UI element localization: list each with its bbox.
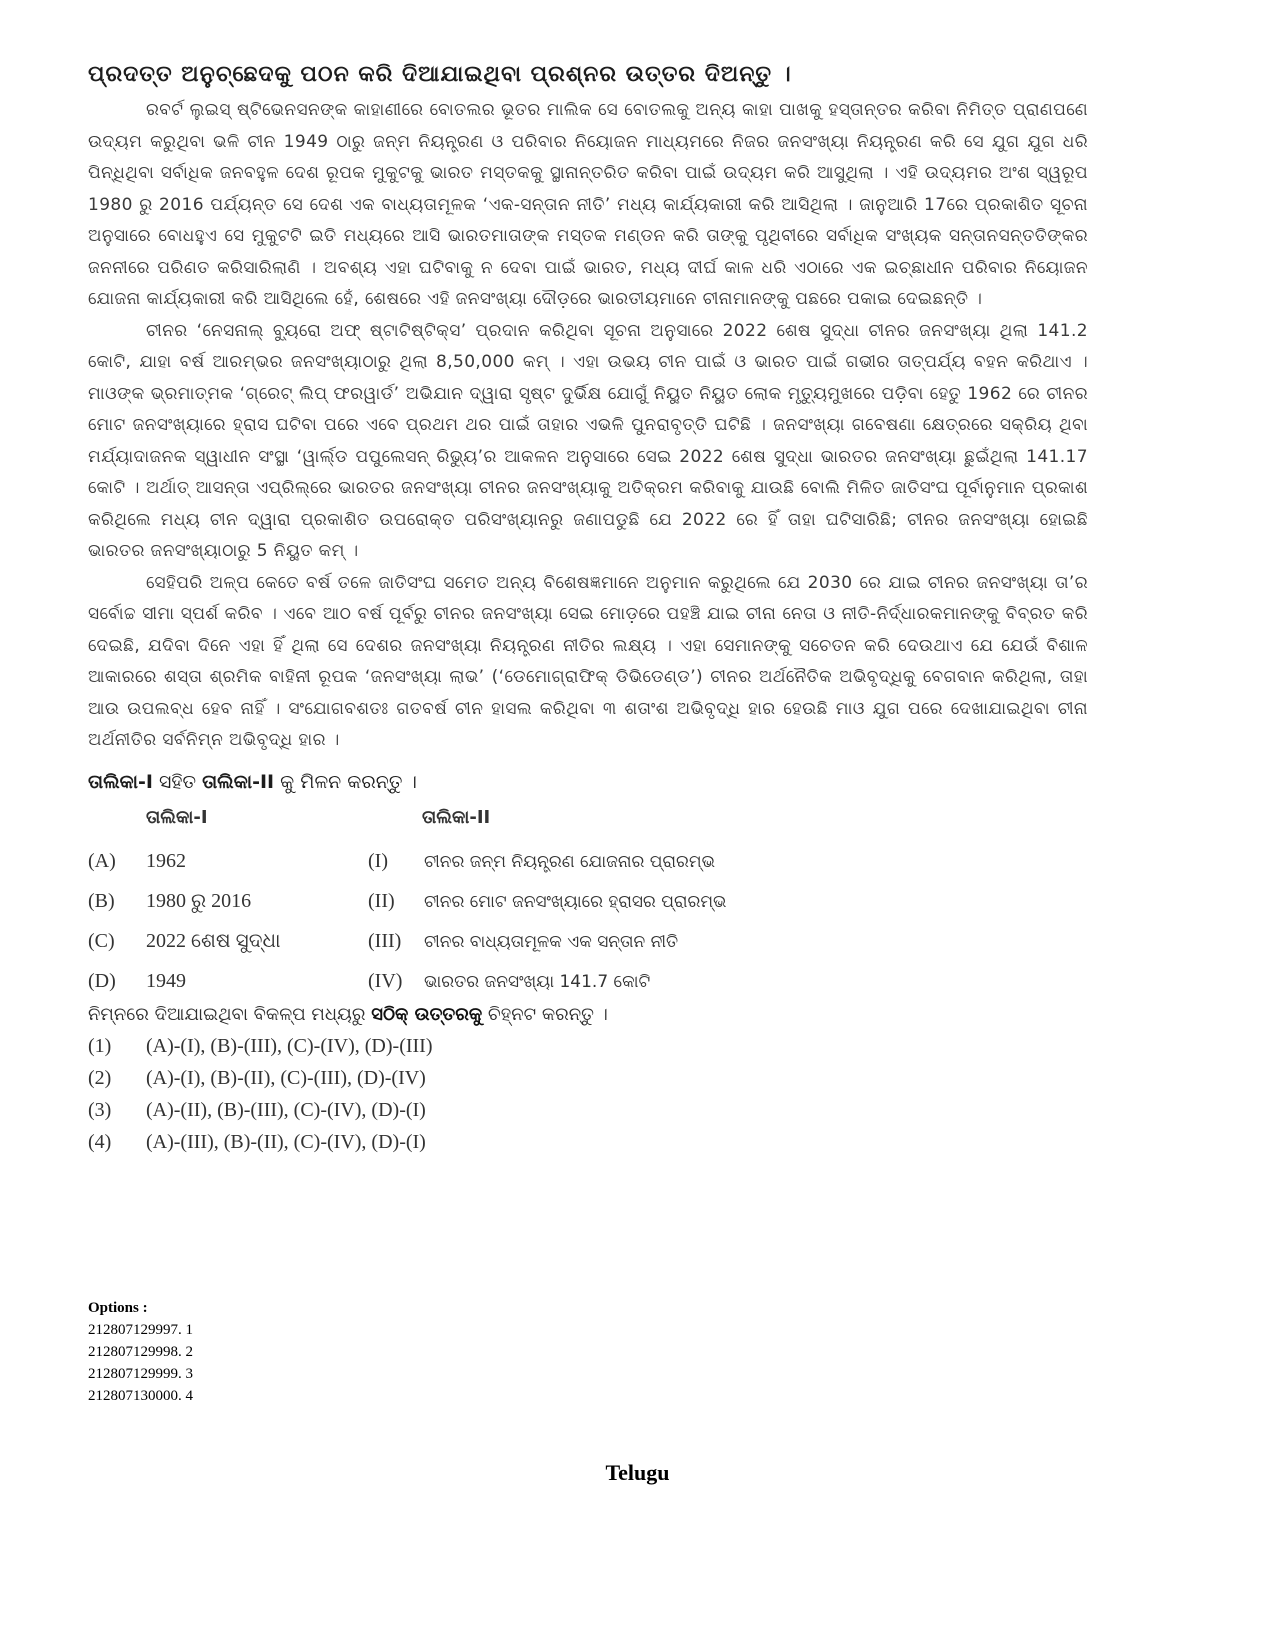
question-scan (88, 62, 1088, 1159)
footer-language: Telugu (605, 1460, 670, 1485)
options-label: Options : (88, 1300, 148, 1316)
question-heading: ପ୍ରଦତ୍ତ ଅନୁଚ୍ଛେଦକୁ ପଠନ କରି ଦିଆଯାଇଥିବା ପ୍ରଶ୍ନର ଉତ୍ତର ଦିଅନ୍ତୁ । (88, 62, 792, 87)
row-right-value: ଚୀନର ମୋଟ ଜନସଂଖ୍ୟାରେ ହ୍ରାସର ପ୍ରାରମ୍ଭ (424, 891, 727, 912)
choice-number: (4) (88, 1131, 112, 1153)
match-tail-text: କୁ ମିଳନ କରନ୍ତୁ । (274, 770, 417, 793)
match-table (88, 807, 1088, 1002)
match-mid-text: ସହିତ (152, 770, 203, 793)
row-roman: (III) (368, 930, 402, 952)
row-right-value: ଭାରତର ଜନସଂଖ୍ୟା 141.7 କୋଟି (424, 971, 651, 992)
match-row-b (88, 882, 1088, 922)
choice-3 (88, 1095, 1088, 1127)
match-table-header (88, 807, 1088, 828)
list2-header: ତାଲିକା-II (422, 806, 491, 828)
choice-number: (3) (88, 1099, 112, 1121)
instruction-bold: ସଠିକ୍ ଉତ୍ତରକୁ (371, 1003, 483, 1025)
row-label: (C) (88, 930, 115, 952)
choose-instruction (88, 1004, 1088, 1025)
choice-number: (2) (88, 1067, 112, 1089)
choice-text: (A)-(I), (B)-(II), (C)-(III), (D)-(IV) (146, 1067, 426, 1089)
choice-text: (A)-(III), (B)-(II), (C)-(IV), (D)-(I) (146, 1131, 426, 1153)
choice-2 (88, 1063, 1088, 1095)
list1-header: ତାଲିକା-I (146, 806, 208, 828)
row-left-value: 1962 (146, 850, 186, 872)
option-item-2[interactable]: 212807129998. 2 (88, 1344, 193, 1360)
choice-4 (88, 1127, 1088, 1159)
row-left-value: 1980 ରୁ 2016 (146, 890, 252, 912)
instruction-post: ଚିହ୍ନଟ କରନ୍ତୁ । (482, 1003, 608, 1025)
row-right-value: ଚୀନର ବାଧ୍ୟତାମୂଳକ ଏକ ସନ୍ତାନ ନୀତି (424, 931, 679, 952)
match-list1-name: ତାଲିକା-I (88, 770, 153, 793)
passage-paragraph-1: ରବର୍ଟ ଲୁଇସ୍ ଷ୍ଟିଭେନସନଙ୍କ କାହାଣୀରେ ବୋତଲର ଭୂତର ମାଲିକ ସେ ବୋତଲକୁ ଅନ୍ୟ କାହା ପାଖକୁ ହସ୍ତାନ୍ତର କରିବା ନିମିତ୍ତ ପ୍ରାଣପଣେ ଉଦ୍ୟମ କରୁଥିବା ଭଳି ଚୀନ 1949 ଠାରୁ ଜନ୍ମ ନିୟନ୍ତ୍ରଣ ଓ ପରିବାର ନିୟୋଜନ ମାଧ୍ୟମରେ ନିଜର ଜନସଂଖ୍ୟା ନିୟନ୍ତ୍ରଣ କରି ସେ ଯୁଗ ଯୁଗ ଧରି ପିନ୍ଧିଥିବା ସର୍ବାଧିକ ଜନବହୁଳ ଦେଶ ରୂପକ ମୁକୁଟକୁ ଭାରତ ମସ୍ତକକୁ ସ୍ଥାନାନ୍ତରିତ କରିବା ପାଇଁ ଉଦ୍ୟମ କରି ଆସୁଥିଲା । ଏହି ଉଦ୍ୟମର ଅଂଶ ସ୍ୱରୂପ 1980 ରୁ 2016 ପର୍ଯ୍ୟନ୍ତ ସେ ଦେଶ ଏକ ବାଧ୍ୟତାମୂଳକ ‘ଏକ-ସନ୍ତାନ ନୀତି’ ମଧ୍ୟ କାର୍ଯ୍ୟକାରୀ କରି ଆସିଥିଲା । ଜାନୁଆରି 17ରେ ପ୍ରକାଶିତ ସୂଚନା ଅନୁସାରେ ବୋଧହୁଏ ସେ ମୁକୁଟଟି ଇତି ମଧ୍ୟରେ ଆସି ଭାରତମାତାଙ୍କ ମସ୍ତକ ମଣ୍ଡନ କରି ତାଙ୍କୁ ପୃଥିବୀରେ ସର୍ବାଧିକ ସଂଖ୍ୟକ ସନ୍ତାନସନ୍ତତିଙ୍କର ଜନନୀରେ ପରିଣତ କରିସାରିଲାଣି । ଅବଶ୍ୟ ଏହା ଘଟିବାକୁ ନ ଦେବା ପାଇଁ ଭାରତ, ମଧ୍ୟ ଦୀର୍ଘ କାଳ ଧରି ଏଠାରେ ଏକ ଇଚ୍ଛାଧୀନ ପରିବାର ନିୟୋଜନ ଯୋଜନା କାର୍ଯ୍ୟକାରୀ କରି ଆସିଥିଲେ ହେଁ, ଶେଷରେ ଏହି ଜନସଂଖ୍ୟା ଦୌଡ଼ରେ ଭାରତୀୟମାନେ ଚୀନାମାନଙ୍କୁ ପଛରେ ପକାଇ ଦେଇଛନ୍ତି । (88, 100, 1088, 309)
row-roman: (I) (368, 850, 388, 872)
instruction-pre: ନିମ୍ନରେ ଦିଆଯାଇଥିବା ବିକଳ୍ପ ମଧ୍ୟରୁ (88, 1003, 372, 1025)
match-list2-name: ତାଲିକା-II (202, 770, 275, 793)
match-row-d (88, 962, 1088, 1002)
row-label: (A) (88, 850, 116, 872)
row-left-value: 2022 ଶେଷ ସୁଦ୍ଧା (146, 930, 281, 952)
match-row-c (88, 922, 1088, 962)
row-roman: (II) (368, 890, 395, 912)
match-instruction (88, 771, 1088, 793)
row-label: (B) (88, 890, 115, 912)
row-right-value: ଚୀନର ଜନ୍ମ ନିୟନ୍ତ୍ରଣ ଯୋଜନାର ପ୍ରାରମ୍ଭ (424, 851, 716, 872)
match-row-a (88, 842, 1088, 882)
row-label: (D) (88, 970, 116, 992)
passage-paragraph-3: ସେହିପରି ଅଳ୍ପ କେତେ ବର୍ଷ ତଳେ ଜାତିସଂଘ ସମେତ ଅନ୍ୟ ବିଶେଷଜ୍ଞମାନେ ଅନୁମାନ କରୁଥିଲେ ଯେ 2030 ରେ ଯାଇ ଚୀନର ଜନସଂଖ୍ୟା ତା’ର ସର୍ବୋଚ୍ଚ ସୀମା ସ୍ପର୍ଶ କରିବ । ଏବେ ଆଠ ବର୍ଷ ପୂର୍ବରୁ ଚୀନର ଜନସଂଖ୍ୟା ସେଇ ମୋଡ଼ରେ ପହଞ୍ଚି ଯାଇ ଚୀନା ନେତା ଓ ନୀତି-ନିର୍ଦ୍ଧାରକମାନଙ୍କୁ ବିବ୍ରତ କରି ଦେଇଛି, ଯଦିବା ଦିନେ ଏହା ହିଁ ଥିଲା ସେ ଦେଶର ଜନସଂଖ୍ୟା ନିୟନ୍ତ୍ରଣ ନୀତିର ଲକ୍ଷ୍ୟ । ଏହା ସେମାନଙ୍କୁ ସଚେତନ କରି ଦେଉଥାଏ ଯେ ଯେଉଁ ବିଶାଳ ଆକାରରେ ଶସ୍ତା ଶ୍ରମିକ ବାହିନୀ ରୂପକ ‘ଜନସଂଖ୍ୟା ଲାଭ’ (‘ଡେମୋଗ୍ରାଫିକ୍ ଡିଭିଡେଣ୍ଡ’) ଚୀନର ଅର୍ଥନୈତିକ ଅଭିବୃଦ୍ଧିକୁ ବେଗବାନ କରିଥିଲା, ତାହା ଆଉ ଉପଲବ୍ଧ ହେବ ନାହିଁ । ସଂଯୋଗବଶତଃ ଗତବର୍ଷ ଚୀନ ହାସଲ କରିଥିବା ୩ ଶତାଂଶ ଅଭିବୃଦ୍ଧି ହାର ହେଉଛି ମାଓ ଯୁଗ ପରେ ଦେଖାଯାଇଥିବା ଚୀନା ଅର୍ଥନୀତିର ସର୍ବନିମ୍ନ ଅଭିବୃଦ୍ଧି ହାର । (88, 572, 1088, 750)
choice-1 (88, 1031, 1088, 1063)
option-item-1[interactable]: 212807129997. 1 (88, 1322, 193, 1338)
choice-text: (A)-(I), (B)-(III), (C)-(IV), (D)-(III) (146, 1035, 433, 1057)
passage-paragraph-2: ଚୀନର ‘ନେସନାଲ୍ ବ୍ୟୁରୋ ଅଫ୍ ଷ୍ଟାଟିଷ୍ଟିକ୍ସ’ ପ୍ରଦାନ କରିଥିବା ସୂଚନା ଅନୁସାରେ 2022 ଶେଷ ସୁଦ୍ଧା ଚୀନର ଜନସଂଖ୍ୟା ଥିଲା 141.2 କୋଟି, ଯାହା ବର୍ଷ ଆରମ୍ଭର ଜନସଂଖ୍ୟାଠାରୁ ଥିଲା 8,50,000 କମ୍ । ଏହା ଉଭୟ ଚୀନ ପାଇଁ ଓ ଭାରତ ପାଇଁ ଗଭୀର ତାତ୍ପର୍ଯ୍ୟ ବହନ କରିଥାଏ । ମାଓଙ୍କ ଭ୍ରମାତ୍ମକ ‘ଗ୍ରେଟ୍ ଲିପ୍ ଫରୱାର୍ଡ’ ଅଭିଯାନ ଦ୍ୱାରା ସୃଷ୍ଟ ଦୁର୍ଭିକ୍ଷ ଯୋଗୁଁ ନିୟୁତ ନିୟୁତ ଲୋକ ମୃତ୍ୟୁମୁଖରେ ପଡ଼ିବା ହେତୁ 1962 ରେ ଚୀନର ମୋଟ ଜନସଂଖ୍ୟାରେ ହ୍ରାସ ଘଟିବା ପରେ ଏବେ ପ୍ରଥମ ଥର ପାଇଁ ତାହାର ଏଭଳି ପୁନରାବୃତ୍ତି ଘଟିଛି । ଜନସଂଖ୍ୟା ଗବେଷଣା କ୍ଷେତ୍ରରେ ସକ୍ରିୟ ଥିବା ମର୍ଯ୍ୟାଦାଜନକ ସ୍ୱାଧୀନ ସଂସ୍ଥା ‘ୱାର୍ଲ୍ଡ ପପୁଲେସନ୍ ରିଭ୍ୟୁ’ର ଆକଳନ ଅନୁସାରେ ସେଇ 2022 ଶେଷ ସୁଦ୍ଧା ଭାରତର ଜନସଂଖ୍ୟା ଛୁଇଁଥିଲା 141.17 କୋଟି । ଅର୍ଥାତ୍ ଆସନ୍ତା ଏପ୍ରିଲ୍‌ରେ ଭାରତର ଜନସଂଖ୍ୟା ଚୀନର ଜନସଂଖ୍ୟାକୁ ଅତିକ୍ରମ କରିବାକୁ ଯାଉଛି ବୋଲି ମିଳିତ ଜାତିସଂଘ ପୂର୍ବାନୁମାନ ପ୍ରକାଶ କରିଥିଲେ ମଧ୍ୟ ଚୀନ ଦ୍ୱାରା ପ୍ରକାଶିତ ଉପରୋକ୍ତ ପରିସଂଖ୍ୟାନରୁ ଜଣାପଡୁଛି ଯେ 2022 ରେ ହିଁ ତାହା ଘଟିସାରିଛି; ଚୀନର ଜନସଂଖ୍ୟା ହୋଇଛି ଭାରତର ଜନସଂଖ୍ୟାଠାରୁ 5 ନିୟୁତ କମ୍ । (88, 320, 1088, 561)
options-list (88, 1297, 193, 1407)
row-left-value: 1949 (146, 970, 186, 992)
row-roman: (IV) (368, 970, 403, 992)
option-item-4[interactable]: 212807130000. 4 (88, 1388, 193, 1404)
option-item-3[interactable]: 212807129999. 3 (88, 1366, 193, 1382)
choice-number: (1) (88, 1035, 112, 1057)
choice-text: (A)-(II), (B)-(III), (C)-(IV), (D)-(I) (146, 1099, 426, 1121)
